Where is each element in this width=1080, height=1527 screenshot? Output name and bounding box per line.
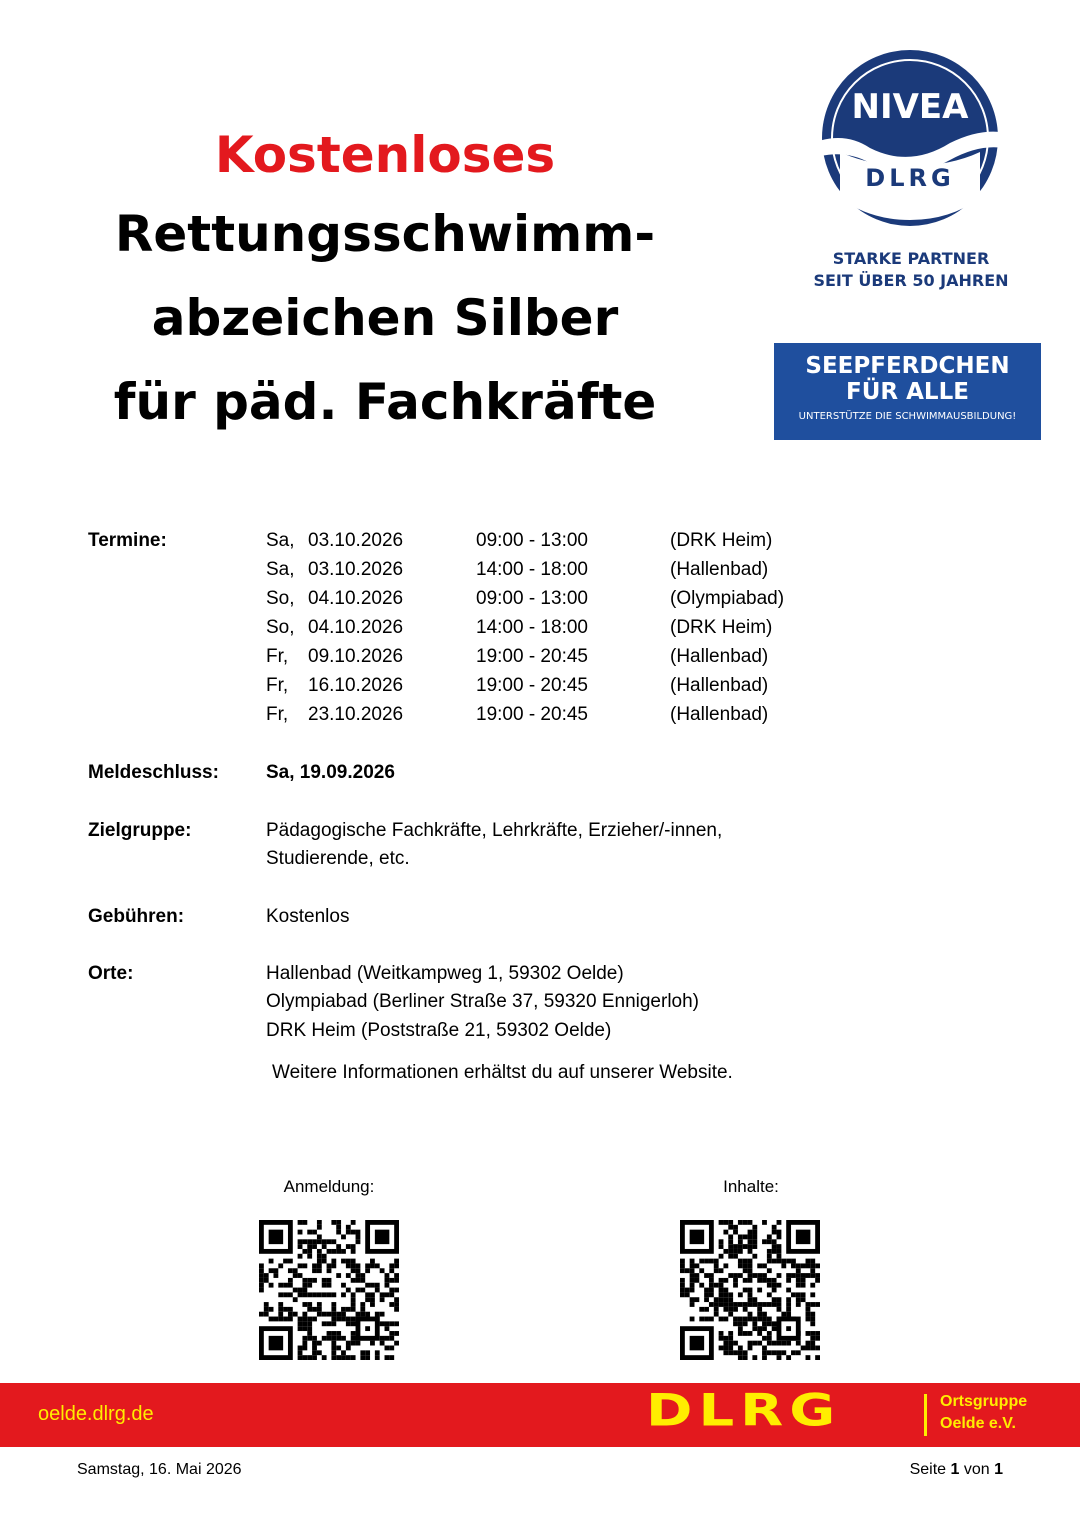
termin-day: Fr, <box>266 704 289 725</box>
more-info-text: Weitere Informationen erhältst du auf unserer Website. <box>272 1062 733 1083</box>
orte-line-2: Olympiabad (Berliner Straße 37, 59320 Ennigerloh) <box>266 991 700 1012</box>
meldeschluss-label: Meldeschluss: <box>88 762 219 783</box>
termin-day: Sa, <box>266 559 295 580</box>
termin-date: 23.10.2026 <box>308 704 404 725</box>
footer-website-link[interactable]: oelde.dlrg.de <box>38 1403 154 1425</box>
starke-partner-text <box>786 248 1036 292</box>
seepferdchen-line-3: UNTERSTÜTZE DIE SCHWIMMAUSBILDUNG! <box>798 411 1017 422</box>
termin-date: 03.10.2026 <box>308 530 404 551</box>
title-block <box>90 118 680 444</box>
termin-day: So, <box>266 617 295 638</box>
nivea-dlrg-text: DLRG <box>865 164 955 192</box>
org-line-2: Oelde e.V. <box>940 1415 1016 1432</box>
termin-time: 14:00 - 18:00 <box>476 559 588 580</box>
page-current: 1 <box>950 1461 960 1478</box>
termin-time: 09:00 - 13:00 <box>476 588 588 609</box>
seepferdchen-line-2: FÜR ALLE <box>846 379 969 405</box>
termin-date: 16.10.2026 <box>308 675 404 696</box>
termin-location: (Hallenbad) <box>670 675 769 696</box>
termin-location: (Hallenbad) <box>670 559 769 580</box>
termin-time: 19:00 - 20:45 <box>476 675 588 696</box>
title-line-2: abzeichen Silber <box>151 289 619 347</box>
qr-code-anmeldung[interactable] <box>259 1220 399 1360</box>
title-line-3: für päd. Fachkräfte <box>113 373 657 431</box>
seepferdchen-banner <box>774 343 1041 440</box>
termin-day: So, <box>266 588 295 609</box>
title-line-1: Rettungsschwimm- <box>114 205 656 263</box>
org-line-1: Ortsgruppe <box>940 1393 1028 1410</box>
orte-line-1: Hallenbad (Weitkampweg 1, 59302 Oelde) <box>266 963 624 984</box>
nivea-text: NIVEA <box>851 87 969 127</box>
qr-label-inhalte: Inhalte: <box>723 1177 779 1196</box>
nivea-dlrg-logo <box>800 48 1024 238</box>
zielgruppe-line-1: Pädagogische Fachkräfte, Lehrkräfte, Erzieher/-innen, <box>266 820 723 841</box>
termin-location: (DRK Heim) <box>670 530 773 551</box>
page-number <box>910 1461 1003 1479</box>
termin-date: 09.10.2026 <box>308 646 404 667</box>
dlrg-logo-text: DLRG <box>646 1384 842 1437</box>
dlrg-logo-separator <box>924 1394 927 1436</box>
zielgruppe-label: Zielgruppe: <box>88 820 192 841</box>
termin-time: 19:00 - 20:45 <box>476 646 588 667</box>
meldeschluss-value: Sa, 19.09.2026 <box>266 762 395 783</box>
starke-partner-line-2: SEIT ÜBER 50 JAHREN <box>813 271 1009 290</box>
termin-location: (DRK Heim) <box>670 617 773 638</box>
seepferdchen-line-1: SEEPFERDCHEN <box>805 353 1010 379</box>
termin-time: 19:00 - 20:45 <box>476 704 588 725</box>
termin-date: 04.10.2026 <box>308 588 404 609</box>
page-prefix: Seite <box>909 1461 947 1478</box>
footer-bar <box>0 1383 1080 1447</box>
qr-label-anmeldung: Anmeldung: <box>283 1177 375 1196</box>
starke-partner-line-1: STARKE PARTNER <box>832 249 990 268</box>
orte-line-3: DRK Heim (Poststraße 21, 59302 Oelde) <box>266 1020 612 1041</box>
page-middle: von <box>963 1461 990 1478</box>
termin-day: Fr, <box>266 646 289 667</box>
termin-day: Sa, <box>266 530 295 551</box>
termin-day: Fr, <box>266 675 289 696</box>
page-date: Samstag, 16. Mai 2026 <box>77 1461 242 1478</box>
orte-label: Orte: <box>88 963 134 984</box>
gebuehren-value: Kostenlos <box>266 906 350 927</box>
gebuehren-label: Gebühren: <box>88 906 185 927</box>
qr-code-inhalte[interactable] <box>680 1220 820 1360</box>
termin-location: (Hallenbad) <box>670 646 769 667</box>
termin-time: 14:00 - 18:00 <box>476 617 588 638</box>
zielgruppe-line-2: Studierende, etc. <box>266 848 410 869</box>
termin-date: 04.10.2026 <box>308 617 404 638</box>
termin-location: (Olympiabad) <box>670 588 785 609</box>
page-total: 1 <box>994 1461 1003 1478</box>
title-highlight: Kostenloses <box>214 126 556 184</box>
termin-date: 03.10.2026 <box>308 559 404 580</box>
termin-time: 09:00 - 13:00 <box>476 530 588 551</box>
termin-location: (Hallenbad) <box>670 704 769 725</box>
termine-label: Termine: <box>88 530 167 551</box>
dlrg-org-name <box>940 1391 1027 1435</box>
